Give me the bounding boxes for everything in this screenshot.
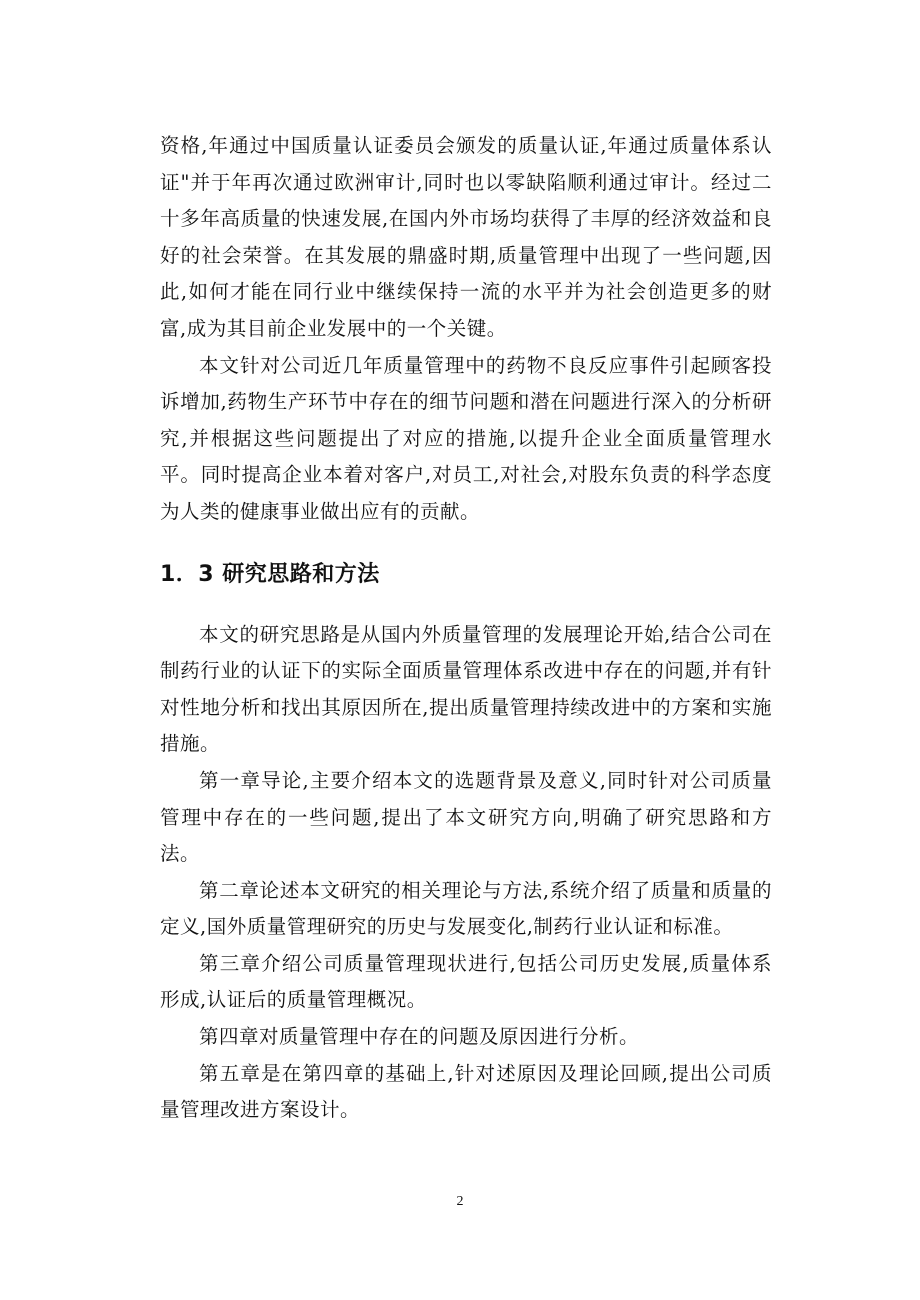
body-paragraph: 第三章介绍公司质量管理现状进行,包括公司历史发展,质量体系形成,认证后的质量管理概况。 bbox=[160, 951, 772, 1012]
page-body bbox=[160, 128, 772, 1129]
body-paragraph: 第一章导论,主要介绍本文的选题背景及意义,同时针对公司质量管理中存在的一些问题,提出了本文研究方向,明确了研究思路和方法。 bbox=[160, 768, 772, 866]
section-heading: 1．3 研究思路和方法 bbox=[160, 561, 380, 587]
body-paragraph: 第二章论述本文研究的相关理论与方法,系统介绍了质量和质量的定义,国外质量管理研究的历史与发展变化,制药行业认证和标准。 bbox=[160, 878, 772, 939]
body-paragraph: 第四章对质量管理中存在的问题及原因进行分析。 bbox=[199, 1025, 640, 1049]
body-paragraph: 资格,年通过中国质量认证委员会颁发的质量认证,年通过质量体系认证"并于年再次通过欧洲审计,同时也以零缺陷顺利通过审计。经过二十多年高质量的快速发展,在国内外市场均获得了丰厚的经济效益和良好的社会荣誉。在其发展的鼎盛时期,质量管理中出现了一些问题,因此,如何才能在同行业中继续保持一流的水平并为社会创造更多的财富,成为其目前企业发展中的一个关键。 bbox=[160, 134, 772, 340]
page-number: 2 bbox=[456, 1194, 464, 1209]
body-paragraph: 第五章是在第四章的基础上,针对述原因及理论回顾,提出公司质量管理改进方案设计。 bbox=[160, 1061, 772, 1122]
body-paragraph: 本文针对公司近几年质量管理中的药物不良反应事件引起顾客投诉增加,药物生产环节中存在的细节问题和潜在问题进行深入的分析研究,并根据这些问题提出了对应的措施,以提升企业全面质量管理水平。同时提高企业本着对客户,对员工,对社会,对股东负责的科学态度为人类的健康事业做出应有的贡献。 bbox=[160, 353, 772, 523]
body-paragraph: 本文的研究思路是从国内外质量管理的发展理论开始,结合公司在制药行业的认证下的实际全面质量管理体系改进中存在的问题,并有针对性地分析和找出其原因所在,提出质量管理持续改进中的方案和实施措施。 bbox=[160, 622, 772, 756]
